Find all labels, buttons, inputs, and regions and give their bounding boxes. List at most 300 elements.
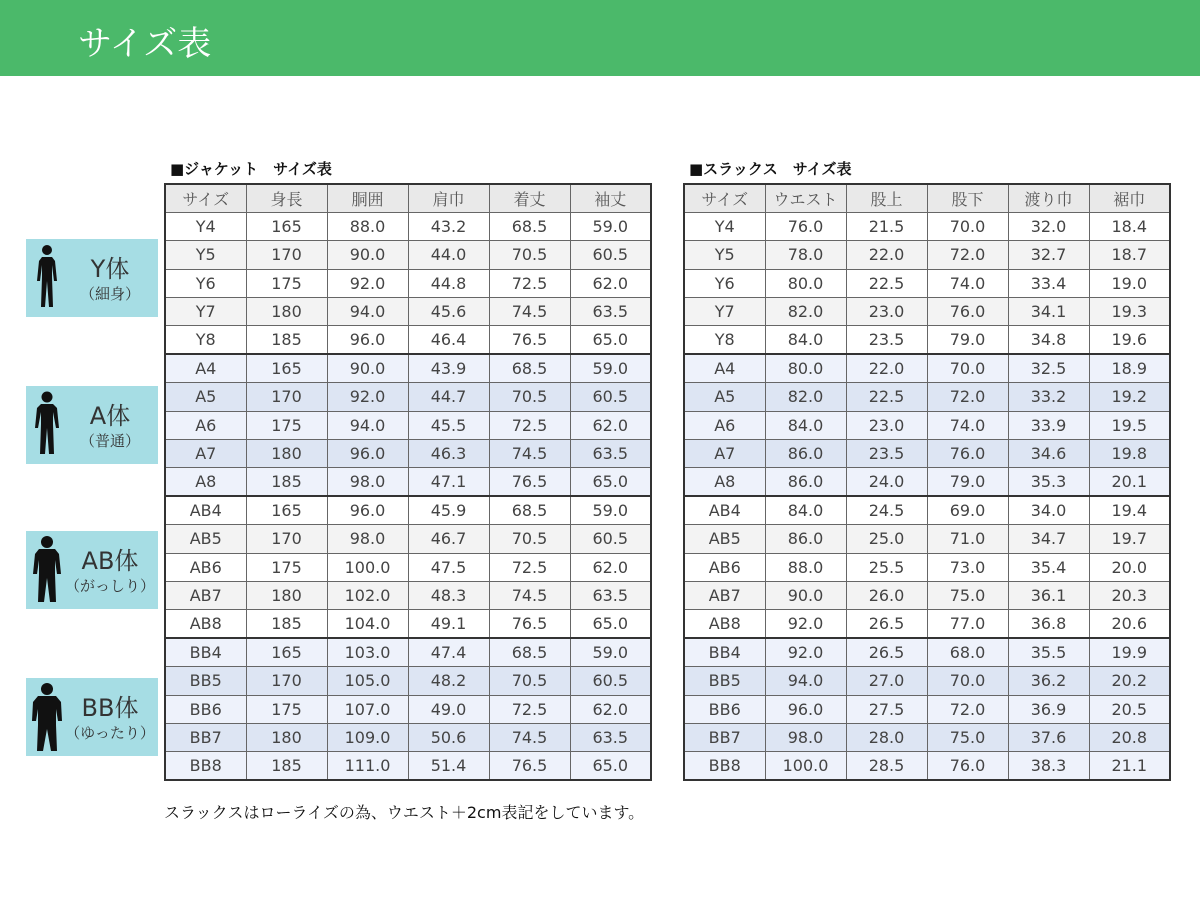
table-row (684, 667, 1170, 695)
table-row (165, 212, 651, 240)
table-row (684, 581, 1170, 609)
value-cell: 44.8 (408, 269, 489, 297)
table-row (684, 525, 1170, 553)
table-row (165, 440, 651, 468)
column-header: サイズ (684, 184, 765, 212)
value-cell: 51.4 (408, 752, 489, 780)
value-cell: 65.0 (570, 610, 651, 638)
table-header-row (165, 184, 651, 212)
value-cell: 92.0 (327, 383, 408, 411)
size-cell: BB6 (684, 695, 765, 723)
value-cell: 35.3 (1008, 468, 1089, 496)
size-cell: AB8 (165, 610, 246, 638)
value-cell: 70.0 (927, 354, 1008, 382)
value-cell: 98.0 (327, 525, 408, 553)
value-cell: 175 (246, 269, 327, 297)
value-cell: 21.1 (1089, 752, 1170, 780)
value-cell: 47.1 (408, 468, 489, 496)
value-cell: 69.0 (927, 496, 1008, 524)
value-cell: 24.5 (846, 496, 927, 524)
size-cell: Y4 (684, 212, 765, 240)
value-cell: 79.0 (927, 468, 1008, 496)
value-cell: 72.5 (489, 411, 570, 439)
size-cell: AB5 (684, 525, 765, 553)
value-cell: 100.0 (765, 752, 846, 780)
value-cell: 20.1 (1089, 468, 1170, 496)
value-cell: 76.5 (489, 752, 570, 780)
value-cell: 68.5 (489, 496, 570, 524)
value-cell: 74.5 (489, 723, 570, 751)
value-cell: 76.5 (489, 610, 570, 638)
value-cell: 37.6 (1008, 723, 1089, 751)
loose-figure-icon (32, 682, 62, 752)
value-cell: 60.5 (570, 241, 651, 269)
value-cell: 20.2 (1089, 667, 1170, 695)
size-cell: BB7 (165, 723, 246, 751)
table-row (684, 440, 1170, 468)
value-cell: 26.0 (846, 581, 927, 609)
value-cell: 180 (246, 723, 327, 751)
size-cell: A8 (165, 468, 246, 496)
value-cell: 34.1 (1008, 298, 1089, 326)
value-cell: 79.0 (927, 326, 1008, 354)
value-cell: 62.0 (570, 695, 651, 723)
body-type-badge-bb (26, 678, 158, 756)
value-cell: 19.3 (1089, 298, 1170, 326)
value-cell: 70.0 (927, 667, 1008, 695)
value-cell: 80.0 (765, 269, 846, 297)
value-cell: 107.0 (327, 695, 408, 723)
value-cell: 109.0 (327, 723, 408, 751)
value-cell: 96.0 (765, 695, 846, 723)
value-cell: 28.0 (846, 723, 927, 751)
value-cell: 94.0 (327, 411, 408, 439)
value-cell: 19.8 (1089, 440, 1170, 468)
size-cell: BB5 (684, 667, 765, 695)
value-cell: 76.5 (489, 468, 570, 496)
value-cell: 18.4 (1089, 212, 1170, 240)
value-cell: 185 (246, 752, 327, 780)
value-cell: 175 (246, 553, 327, 581)
value-cell: 21.5 (846, 212, 927, 240)
value-cell: 20.6 (1089, 610, 1170, 638)
value-cell: 25.5 (846, 553, 927, 581)
header-bar (0, 0, 1200, 76)
jacket-section-title: ■ジャケット サイズ表 (170, 160, 332, 178)
value-cell: 36.9 (1008, 695, 1089, 723)
value-cell: 19.0 (1089, 269, 1170, 297)
column-header: 肩巾 (408, 184, 489, 212)
value-cell: 25.0 (846, 525, 927, 553)
value-cell: 72.0 (927, 695, 1008, 723)
table-row (165, 241, 651, 269)
value-cell: 32.7 (1008, 241, 1089, 269)
table-row (684, 212, 1170, 240)
value-cell: 70.5 (489, 241, 570, 269)
column-header: 股下 (927, 184, 1008, 212)
table-row (165, 667, 651, 695)
value-cell: 72.5 (489, 695, 570, 723)
value-cell: 96.0 (327, 440, 408, 468)
value-cell: 63.5 (570, 723, 651, 751)
value-cell: 185 (246, 326, 327, 354)
table-row (684, 269, 1170, 297)
value-cell: 98.0 (327, 468, 408, 496)
column-header: 胴囲 (327, 184, 408, 212)
column-header: 渡り巾 (1008, 184, 1089, 212)
table-row (165, 383, 651, 411)
body-type-name: AB体 (81, 547, 139, 575)
value-cell: 19.2 (1089, 383, 1170, 411)
value-cell: 33.2 (1008, 383, 1089, 411)
value-cell: 59.0 (570, 212, 651, 240)
size-cell: Y5 (165, 241, 246, 269)
value-cell: 19.7 (1089, 525, 1170, 553)
value-cell: 34.8 (1008, 326, 1089, 354)
value-cell: 80.0 (765, 354, 846, 382)
value-cell: 19.4 (1089, 496, 1170, 524)
body-type-badge-a (26, 386, 158, 464)
value-cell: 62.0 (570, 269, 651, 297)
value-cell: 72.0 (927, 383, 1008, 411)
value-cell: 70.5 (489, 383, 570, 411)
value-cell: 71.0 (927, 525, 1008, 553)
value-cell: 35.5 (1008, 638, 1089, 666)
body-type-name: A体 (89, 402, 131, 430)
value-cell: 90.0 (327, 354, 408, 382)
table-row (165, 354, 651, 382)
value-cell: 84.0 (765, 411, 846, 439)
column-header: 着丈 (489, 184, 570, 212)
value-cell: 35.4 (1008, 553, 1089, 581)
table-row (684, 610, 1170, 638)
table-row (684, 723, 1170, 751)
value-cell: 60.5 (570, 383, 651, 411)
value-cell: 74.5 (489, 298, 570, 326)
value-cell: 20.0 (1089, 553, 1170, 581)
table-row (684, 496, 1170, 524)
column-header: 袖丈 (570, 184, 651, 212)
value-cell: 36.1 (1008, 581, 1089, 609)
value-cell: 46.3 (408, 440, 489, 468)
value-cell: 86.0 (765, 440, 846, 468)
value-cell: 86.0 (765, 525, 846, 553)
footnote: スラックスはローライズの為、ウエスト＋2cm表記をしています。 (164, 803, 645, 822)
value-cell: 75.0 (927, 581, 1008, 609)
table-row (684, 354, 1170, 382)
value-cell: 38.3 (1008, 752, 1089, 780)
value-cell: 23.5 (846, 440, 927, 468)
table-header-row (684, 184, 1170, 212)
size-cell: AB8 (684, 610, 765, 638)
size-cell: BB7 (684, 723, 765, 751)
value-cell: 103.0 (327, 638, 408, 666)
table-row (165, 638, 651, 666)
value-cell: 22.5 (846, 383, 927, 411)
size-cell: BB4 (165, 638, 246, 666)
value-cell: 74.0 (927, 411, 1008, 439)
value-cell: 105.0 (327, 667, 408, 695)
size-cell: Y6 (684, 269, 765, 297)
size-cell: BB8 (165, 752, 246, 780)
value-cell: 62.0 (570, 553, 651, 581)
value-cell: 68.5 (489, 354, 570, 382)
value-cell: 165 (246, 496, 327, 524)
value-cell: 180 (246, 298, 327, 326)
value-cell: 63.5 (570, 581, 651, 609)
value-cell: 47.5 (408, 553, 489, 581)
value-cell: 185 (246, 610, 327, 638)
value-cell: 175 (246, 695, 327, 723)
value-cell: 60.5 (570, 667, 651, 695)
value-cell: 84.0 (765, 496, 846, 524)
table-row (684, 553, 1170, 581)
value-cell: 20.3 (1089, 581, 1170, 609)
value-cell: 92.0 (765, 638, 846, 666)
value-cell: 76.0 (927, 752, 1008, 780)
value-cell: 46.4 (408, 326, 489, 354)
value-cell: 185 (246, 468, 327, 496)
value-cell: 90.0 (327, 241, 408, 269)
value-cell: 22.0 (846, 241, 927, 269)
table-row (165, 695, 651, 723)
value-cell: 18.7 (1089, 241, 1170, 269)
column-header: 裾巾 (1089, 184, 1170, 212)
size-cell: BB6 (165, 695, 246, 723)
value-cell: 96.0 (327, 496, 408, 524)
value-cell: 165 (246, 638, 327, 666)
sturdy-figure-icon (32, 535, 62, 605)
value-cell: 76.0 (927, 440, 1008, 468)
value-cell: 50.6 (408, 723, 489, 751)
table-row (684, 752, 1170, 780)
value-cell: 98.0 (765, 723, 846, 751)
slim-figure-icon (32, 243, 62, 313)
slacks-section-title: ■スラックス サイズ表 (689, 160, 852, 178)
body-type-name: BB体 (81, 694, 139, 722)
value-cell: 74.0 (927, 269, 1008, 297)
value-cell: 68.5 (489, 212, 570, 240)
value-cell: 34.6 (1008, 440, 1089, 468)
value-cell: 33.4 (1008, 269, 1089, 297)
table-row (684, 411, 1170, 439)
value-cell: 19.9 (1089, 638, 1170, 666)
value-cell: 44.7 (408, 383, 489, 411)
slacks-size-table (683, 183, 1171, 781)
value-cell: 18.9 (1089, 354, 1170, 382)
value-cell: 92.0 (765, 610, 846, 638)
value-cell: 68.5 (489, 638, 570, 666)
value-cell: 34.0 (1008, 496, 1089, 524)
body-type-badge-ab (26, 531, 158, 609)
value-cell: 27.5 (846, 695, 927, 723)
value-cell: 26.5 (846, 638, 927, 666)
value-cell: 23.5 (846, 326, 927, 354)
value-cell: 73.0 (927, 553, 1008, 581)
body-type-desc: （がっしり） (64, 577, 155, 595)
value-cell: 63.5 (570, 298, 651, 326)
value-cell: 165 (246, 212, 327, 240)
value-cell: 82.0 (765, 298, 846, 326)
size-cell: BB5 (165, 667, 246, 695)
value-cell: 23.0 (846, 411, 927, 439)
size-cell: A8 (684, 468, 765, 496)
value-cell: 59.0 (570, 638, 651, 666)
table-row (165, 553, 651, 581)
table-row (165, 411, 651, 439)
value-cell: 23.0 (846, 298, 927, 326)
value-cell: 88.0 (765, 553, 846, 581)
value-cell: 165 (246, 354, 327, 382)
value-cell: 48.2 (408, 667, 489, 695)
page-title: サイズ表 (78, 24, 212, 64)
size-cell: BB8 (684, 752, 765, 780)
value-cell: 170 (246, 667, 327, 695)
value-cell: 26.5 (846, 610, 927, 638)
table-row (684, 241, 1170, 269)
value-cell: 104.0 (327, 610, 408, 638)
value-cell: 43.2 (408, 212, 489, 240)
size-cell: A5 (684, 383, 765, 411)
table-row (165, 610, 651, 638)
value-cell: 36.2 (1008, 667, 1089, 695)
value-cell: 70.0 (927, 212, 1008, 240)
value-cell: 102.0 (327, 581, 408, 609)
value-cell: 19.6 (1089, 326, 1170, 354)
value-cell: 70.5 (489, 667, 570, 695)
size-cell: Y7 (684, 298, 765, 326)
body-type-desc: （普通） (79, 432, 140, 450)
value-cell: 170 (246, 241, 327, 269)
table-row (165, 525, 651, 553)
value-cell: 88.0 (327, 212, 408, 240)
value-cell: 60.5 (570, 525, 651, 553)
size-cell: AB6 (684, 553, 765, 581)
value-cell: 33.9 (1008, 411, 1089, 439)
value-cell: 49.1 (408, 610, 489, 638)
value-cell: 76.0 (927, 298, 1008, 326)
value-cell: 65.0 (570, 326, 651, 354)
column-header: ウエスト (765, 184, 846, 212)
value-cell: 76.0 (765, 212, 846, 240)
value-cell: 92.0 (327, 269, 408, 297)
value-cell: 45.6 (408, 298, 489, 326)
size-cell: Y7 (165, 298, 246, 326)
value-cell: 32.5 (1008, 354, 1089, 382)
body-type-desc: （細身） (79, 285, 140, 303)
value-cell: 46.7 (408, 525, 489, 553)
jacket-size-table (164, 183, 652, 781)
value-cell: 43.9 (408, 354, 489, 382)
value-cell: 90.0 (765, 581, 846, 609)
size-cell: A6 (684, 411, 765, 439)
value-cell: 84.0 (765, 326, 846, 354)
value-cell: 170 (246, 383, 327, 411)
size-cell: A6 (165, 411, 246, 439)
body-type-badge-y (26, 239, 158, 317)
value-cell: 70.5 (489, 525, 570, 553)
value-cell: 74.5 (489, 440, 570, 468)
value-cell: 62.0 (570, 411, 651, 439)
size-cell: AB7 (684, 581, 765, 609)
table-row (165, 326, 651, 354)
size-cell: Y8 (684, 326, 765, 354)
size-cell: Y8 (165, 326, 246, 354)
value-cell: 22.0 (846, 354, 927, 382)
table-row (684, 383, 1170, 411)
table-row (165, 298, 651, 326)
value-cell: 170 (246, 525, 327, 553)
value-cell: 72.5 (489, 269, 570, 297)
size-cell: A4 (165, 354, 246, 382)
body-type-desc: （ゆったり） (65, 724, 155, 742)
column-header: 股上 (846, 184, 927, 212)
size-cell: AB4 (684, 496, 765, 524)
size-cell: A4 (684, 354, 765, 382)
value-cell: 111.0 (327, 752, 408, 780)
size-cell: A7 (684, 440, 765, 468)
value-cell: 20.8 (1089, 723, 1170, 751)
column-header: サイズ (165, 184, 246, 212)
value-cell: 96.0 (327, 326, 408, 354)
table-row (165, 581, 651, 609)
value-cell: 77.0 (927, 610, 1008, 638)
size-cell: AB5 (165, 525, 246, 553)
value-cell: 180 (246, 440, 327, 468)
value-cell: 59.0 (570, 496, 651, 524)
table-row (684, 638, 1170, 666)
size-cell: AB6 (165, 553, 246, 581)
value-cell: 72.0 (927, 241, 1008, 269)
table-row (165, 269, 651, 297)
value-cell: 180 (246, 581, 327, 609)
value-cell: 68.0 (927, 638, 1008, 666)
value-cell: 72.5 (489, 553, 570, 581)
value-cell: 32.0 (1008, 212, 1089, 240)
value-cell: 100.0 (327, 553, 408, 581)
size-cell: AB7 (165, 581, 246, 609)
value-cell: 49.0 (408, 695, 489, 723)
body-type-name: Y体 (90, 255, 130, 283)
value-cell: 47.4 (408, 638, 489, 666)
value-cell: 82.0 (765, 383, 846, 411)
table-row (684, 468, 1170, 496)
size-cell: BB4 (684, 638, 765, 666)
table-row (684, 298, 1170, 326)
value-cell: 27.0 (846, 667, 927, 695)
table-row (165, 496, 651, 524)
value-cell: 175 (246, 411, 327, 439)
value-cell: 28.5 (846, 752, 927, 780)
column-header: 身長 (246, 184, 327, 212)
value-cell: 65.0 (570, 468, 651, 496)
value-cell: 94.0 (327, 298, 408, 326)
value-cell: 20.5 (1089, 695, 1170, 723)
value-cell: 65.0 (570, 752, 651, 780)
size-cell: Y5 (684, 241, 765, 269)
table-row (684, 326, 1170, 354)
value-cell: 24.0 (846, 468, 927, 496)
table-row (165, 468, 651, 496)
value-cell: 74.5 (489, 581, 570, 609)
table-row (165, 752, 651, 780)
value-cell: 86.0 (765, 468, 846, 496)
size-cell: A5 (165, 383, 246, 411)
table-row (165, 723, 651, 751)
table-row (684, 695, 1170, 723)
value-cell: 45.9 (408, 496, 489, 524)
size-cell: AB4 (165, 496, 246, 524)
